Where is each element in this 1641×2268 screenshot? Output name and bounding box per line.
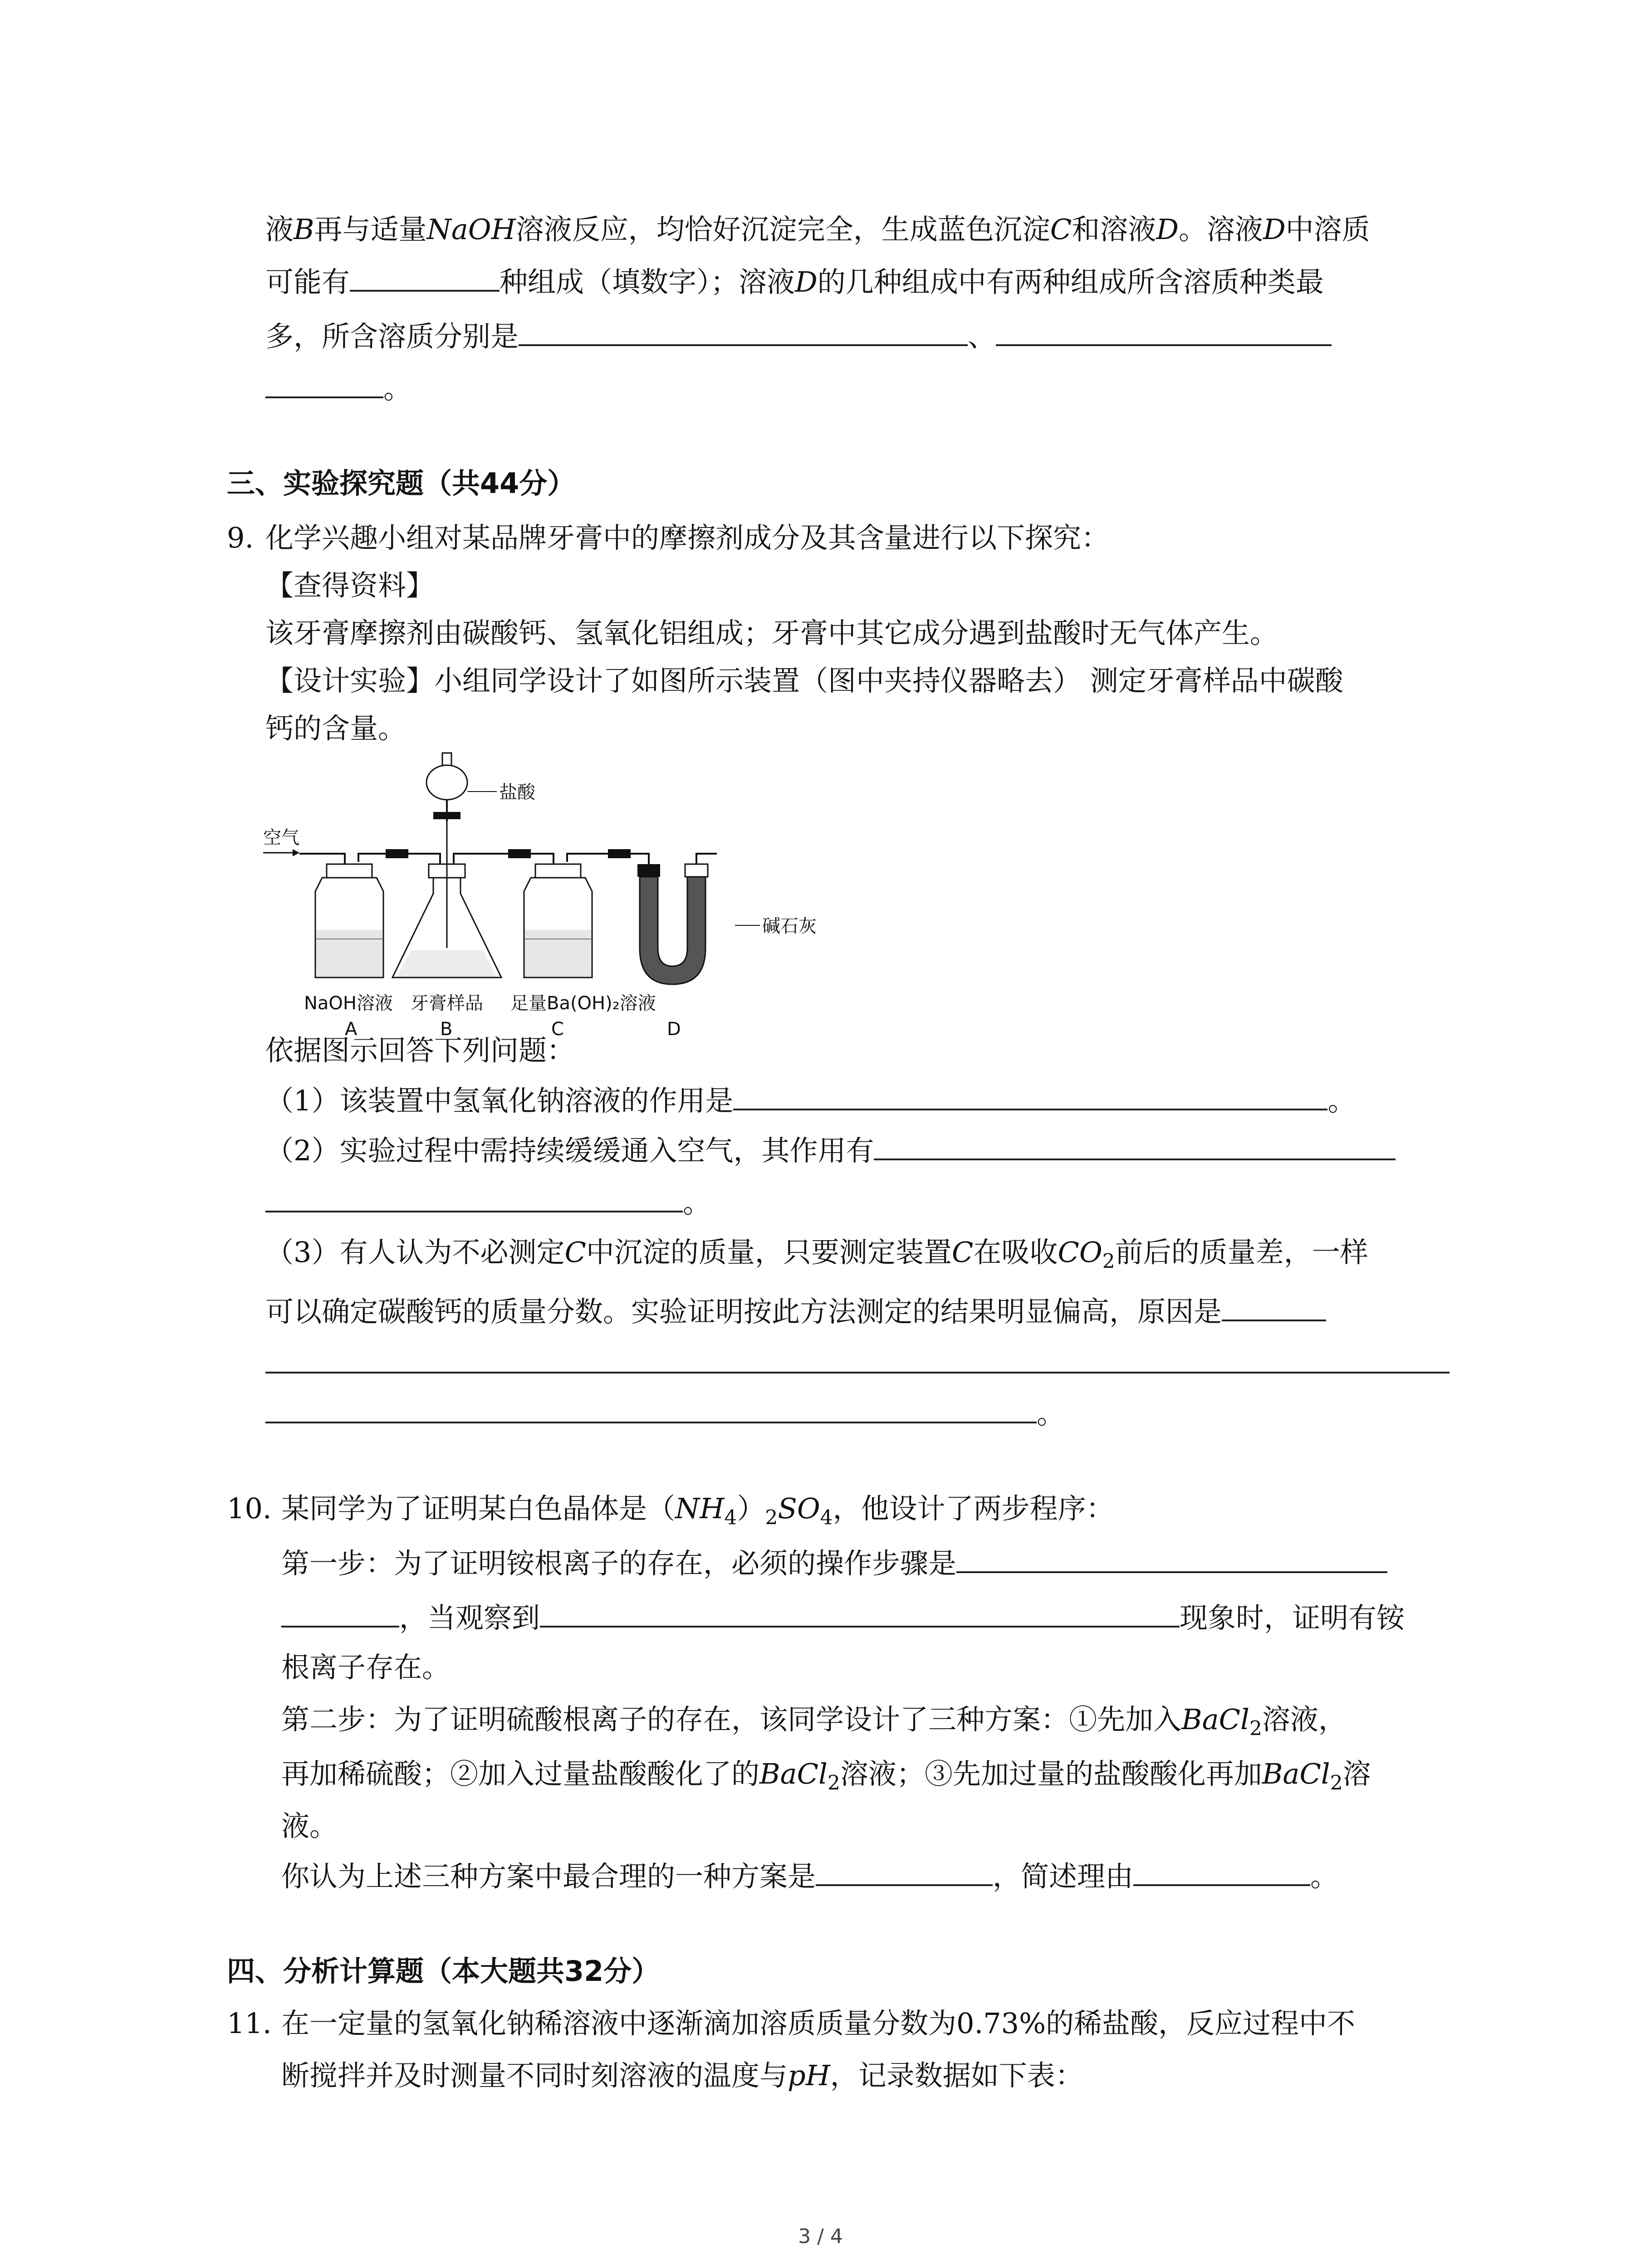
answer-blank[interactable]: [265, 372, 383, 398]
q11-number: 11.: [227, 2007, 272, 2040]
acid-label: 盐酸: [499, 782, 535, 803]
separatory-funnel: [426, 753, 467, 821]
lime-label: 碱石灰: [762, 916, 817, 937]
answer-blank[interactable]: [956, 1547, 1387, 1573]
q9-part-3-cont: 可以确定碳酸钙的质量分数。实验证明按此方法测定的结果明显偏高，原因是: [265, 1295, 1326, 1328]
letter-c: C: [551, 1019, 564, 1039]
answer-blank[interactable]: [281, 1601, 399, 1628]
q10-step-1-end: 根离子存在。: [281, 1651, 451, 1684]
q10-question: 你认为上述三种方案中最合理的一种方案是 ，简述理由 。: [281, 1860, 1339, 1893]
q9-part-2: （2）实验过程中需持续缓缓通入空气，其作用有: [265, 1134, 1396, 1167]
section-3-heading: 三、实验探究题（共44分）: [227, 467, 576, 500]
answer-blank[interactable]: [519, 320, 968, 346]
q8-line-4: 。: [265, 372, 411, 405]
answer-blank[interactable]: [733, 1084, 1327, 1110]
label-a-solution: NaOH溶液: [304, 993, 393, 1014]
answer-blank[interactable]: [816, 1860, 993, 1886]
bottle-a: [315, 864, 383, 978]
page-number: 3 / 4: [798, 2225, 843, 2248]
q10-number: 10.: [227, 1492, 272, 1525]
answer-blank[interactable]: [996, 320, 1332, 346]
q11-stem: 在一定量的氢氧化钠稀溶液中逐渐滴加溶质质量分数为0.73%的稀盐酸，反应过程中不: [281, 2007, 1355, 2040]
q8-line-3: 多，所含溶质分别是 、: [265, 320, 1332, 352]
q11-stem-cont: 断搅拌并及时测量不同时刻溶液的温度与pH，记录数据如下表：: [281, 2059, 1083, 2092]
answer-blank[interactable]: [540, 1601, 1180, 1628]
q8-line-2: 可能有 种组成（填数字）；溶液D的几种组成中有两种组成所含溶质种类最: [265, 265, 1324, 298]
air-label: 空气: [263, 827, 299, 848]
answer-blank[interactable]: [265, 1397, 1037, 1423]
q9-part-2-cont: 。: [265, 1186, 711, 1219]
answer-blank[interactable]: [1133, 1860, 1310, 1886]
q10-step-2-end: 液。: [281, 1809, 338, 1843]
q10-step-1-cont: ，当观察到 现象时，证明有铵: [281, 1601, 1405, 1634]
answer-blank[interactable]: [1222, 1295, 1326, 1321]
q10-stem: 某同学为了证明某白色晶体是$(NH_4)_2SO_4$，他设计了两步程序：: [281, 1492, 1114, 1530]
q9-part-3-blank-line: [265, 1347, 1450, 1380]
answer-blank[interactable]: [350, 265, 500, 292]
q9-part-3: （3）有人认为不必测定C中沉淀的质量，只要测定装置C在吸收$CO_2$前后的质量差，一样: [265, 1236, 1368, 1273]
label-b-sample: 牙膏样品: [411, 993, 483, 1014]
q9-info: 该牙膏摩擦剂由碳酸钙、氢氧化铝组成；牙膏中其它成分遇到盐酸时无气体产生。: [265, 616, 1279, 650]
q9-design-1: 【设计实验】小组同学设计了如图所示装置（图中夹持仪器略去） 测定牙膏样品中碳酸: [265, 664, 1343, 697]
letter-d: D: [667, 1019, 681, 1039]
q9-part-1: （1）该装置中氢氧化钠溶液的作用是 。: [265, 1084, 1356, 1117]
label-c-solution: 足量Ba(OH)₂溶液: [510, 993, 656, 1014]
q10-step-1: 第一步：为了证明铵根离子的存在，必须的操作步骤是: [281, 1547, 1387, 1579]
section-4-heading: 四、分析计算题（本大题共32分）: [227, 1955, 660, 1988]
q8-line-1: 液B再与适量NaOH溶液反应，均恰好沉淀完全，生成蓝色沉淀C和溶液D。溶液D中溶质: [265, 213, 1370, 246]
apparatus-figure: [254, 748, 844, 1039]
bottle-c: [524, 864, 592, 978]
answer-blank[interactable]: [265, 1186, 683, 1212]
letter-a: A: [345, 1019, 358, 1039]
letter-b: B: [440, 1019, 453, 1039]
q9-number: 9.: [227, 521, 254, 554]
conical-flask-b: [392, 821, 501, 978]
answer-blank[interactable]: [265, 1347, 1450, 1374]
q9-heading-data: 【查得资料】: [265, 569, 435, 602]
q10-step-2-cont: 再加稀硫酸；②加入过量盐酸酸化了的BaCl$_2$溶液；③先加过量的盐酸酸化再加BaCl$_2$溶: [281, 1757, 1371, 1795]
q9-part-3-end: 。: [265, 1397, 1065, 1430]
answer-blank[interactable]: [874, 1134, 1396, 1160]
q10-step-2: 第二步：为了证明硫酸根离子的存在，该同学设计了三种方案：①先加入BaCl$_2$溶液，: [281, 1703, 1347, 1740]
u-tube-d: [637, 864, 708, 984]
q9-stem: 化学兴趣小组对某品牌牙膏中的摩擦剂成分及其含量进行以下探究：: [265, 521, 1110, 554]
q9-design-2: 钙的含量。: [265, 712, 407, 745]
q9-ask: 依据图示回答下列问题：: [265, 1034, 575, 1067]
